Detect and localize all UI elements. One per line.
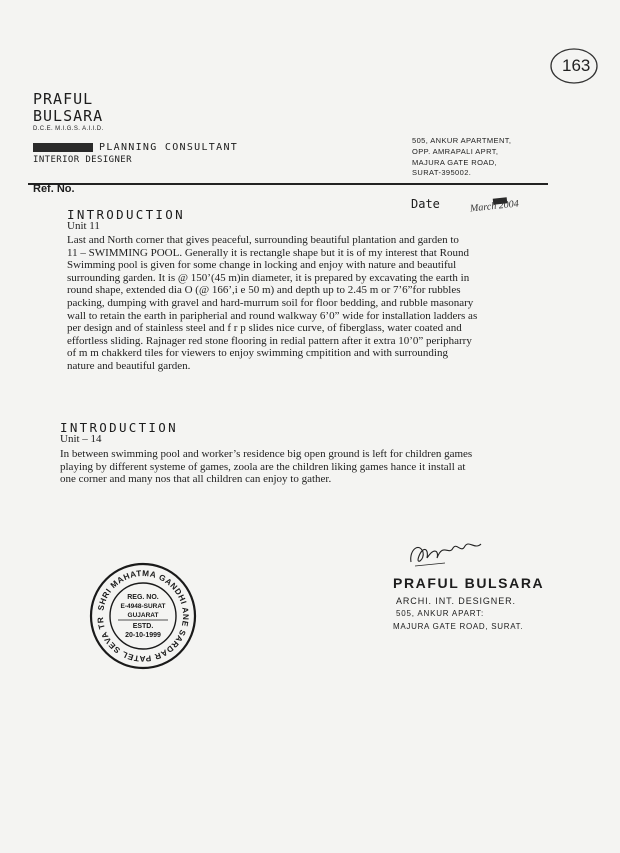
letterhead-name-last: BULSARA bbox=[33, 107, 104, 125]
body-line: surrounding garden. It is @ 150’(45 m)in diameter, it is prepared by excavating the earth in bbox=[67, 271, 470, 284]
body-line: Last and North corner that gives peaceful, surrounding beautiful plantation and garden to bbox=[67, 234, 459, 246]
handwritten-signature bbox=[405, 532, 485, 572]
header-divider bbox=[28, 183, 548, 185]
body-line: In between swimming pool and worker’s residence big open ground is left for children games bbox=[60, 448, 473, 460]
address-line: SURAT-395002. bbox=[412, 168, 472, 178]
body-line: packing, dumping with gravel and hard-murrum soil for floor bedding, and rubble masonary bbox=[67, 296, 474, 309]
body-line: playing by different systeme of games, zoola are the children liking games hance it install at bbox=[60, 460, 466, 473]
date-label: Date bbox=[411, 197, 440, 211]
svg-text:E-4948-SURAT: E-4948-SURAT bbox=[120, 603, 166, 610]
address-line: 505, ANKUR APARTMENT, bbox=[412, 136, 512, 145]
letterhead-name-first: PRAFUL bbox=[33, 90, 94, 108]
section-title: INTRODUCTION bbox=[60, 420, 178, 435]
address-line: MAJURA GATE ROAD, bbox=[412, 157, 498, 167]
section-body bbox=[67, 234, 477, 373]
section-unit: Unit 11 bbox=[67, 220, 100, 232]
date-value: March 2004 bbox=[469, 198, 520, 215]
letterhead-title-planning: PLANNING CONSULTANT bbox=[99, 142, 239, 153]
letterhead-address bbox=[412, 136, 511, 179]
body-line: nature and beautiful garden. bbox=[67, 359, 191, 372]
svg-text:REG. NO.: REG. NO. bbox=[127, 594, 159, 601]
section-body bbox=[60, 448, 472, 486]
address-line: OPP. AMRAPALI APRT, bbox=[412, 146, 499, 156]
body-line: effortless sliding. Rajnager red stone flooring in redial pattern after it extra 10’0” peripharry bbox=[67, 334, 472, 347]
svg-text:SHRI MAHATMA GANDHI ANE SARDAR: SHRI MAHATMA GANDHI ANE SARDAR PATEL SEVA TR bbox=[95, 568, 191, 664]
letterhead-title-interior: INTERIOR DESIGNER bbox=[33, 155, 132, 165]
section-title: INTRODUCTION bbox=[67, 207, 185, 222]
body-line: one corner and many nos that all children can enjoy to gather. bbox=[60, 473, 332, 486]
signatory-title: ARCHI. INT. DESIGNER. bbox=[396, 596, 516, 606]
signatory-address-line: 505, ANKUR APART: bbox=[396, 609, 485, 618]
body-line: per design and of stainless steel and f r p slides nice curve, of fiberglass, water coated and bbox=[67, 322, 462, 335]
page-number-circle bbox=[548, 46, 600, 86]
body-line: Swimming pool is given for some change in locking and enjoy with nature and beautiful bbox=[67, 259, 457, 272]
ref-label: Ref. No. bbox=[33, 183, 75, 195]
svg-text:ESTD.: ESTD. bbox=[132, 623, 154, 630]
page-number: 163 bbox=[562, 56, 591, 75]
svg-text:GUJARAT: GUJARAT bbox=[127, 612, 159, 619]
trust-seal-stamp bbox=[88, 561, 198, 671]
redacted-mark bbox=[33, 143, 93, 152]
body-line: round shape, extended dia O (@ 166’,i e 50 m) and depth up to 2.45 m or 7’6”for rubbles bbox=[67, 284, 461, 297]
signatory-address-line: MAJURA GATE ROAD, SURAT. bbox=[393, 622, 524, 631]
body-line: 11 – SWIMMING POOL. Generally it is rectangle shape but it is of my interest that Round bbox=[67, 246, 469, 259]
body-line: of m m chakkerd tiles for viewers to enjoy swimming cmpitition and with surrounding bbox=[67, 347, 448, 360]
section-unit: Unit – 14 bbox=[60, 433, 102, 445]
signatory-name: PRAFUL BULSARA bbox=[393, 575, 545, 591]
body-line: wall to retain the earth in paripherial and round walkway 6’0” wide for installation ladders as bbox=[67, 309, 478, 322]
svg-text:20-10-1999: 20-10-1999 bbox=[125, 632, 161, 639]
letterhead-qualifications: D.C.E. M.I.G.S. A.I.I.D. bbox=[33, 126, 104, 132]
